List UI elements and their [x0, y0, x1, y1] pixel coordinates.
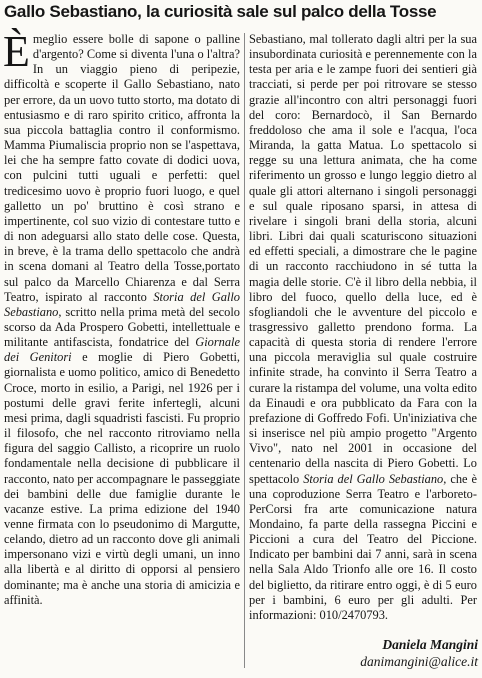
byline: [360, 636, 478, 670]
publication-title: Giornale dei Genitori: [4, 335, 240, 365]
text-run: meglio essere bolle di sapone o palline d'argento? Come si diventa l'una o l'altra? In un viaggio pieno di peripezie, difficoltà e scoperte il Gallo Sebastiano, nato per errore, da un uovo tutto storto, ma dotato di entusiasmo e di raro spirito critico, affronta la sua piccola battaglia contro il conformismo. Mamma Piumaliscia proprio non se l'aspettava, lei che ha sempre fatto covate di dodici uova, con pulcini tutti uguali e perfetti: quel tredicesimo uovo è proprio fuori luogo, e quel galletto un po' bruttino è così strano e impertinente, col suo vizio di contestare tutto e di non adeguarsi allo stato delle cose. Questa, in breve, è la trama dello spettacolo che andrà in scena domani al Teatro della Tosse,portato sul palco da Marcello Chiarenza e dal Serra Teatro, ispirato al racconto: [4, 32, 240, 304]
text-run: , che è una coproduzione Serra Teatro e l'arboreto- PerCorsi fra arte comunicazione natura Mondaino, fa parte della rassegna Piccini e Piccioni a cura del Teatro del Piccione. Indicato per bambini dai 7 anni, sarà in scena nella Sala Aldo Trionfo alle ore 16. Il costo del biglietto, da ritirare entro oggi, è di 5 euro per i bambini, 6 euro per gli adulti. Per informazioni: 010/2470793.: [249, 471, 477, 622]
article-column-right: [249, 32, 477, 623]
article-column-left: [3, 27, 241, 608]
text-run: e moglie di Piero Gobetti, giornalista e uomo politico, amico di Benedetto Croce, morto in esilio, a Parigi, nel 1926 per i postumi delle gravi ferite infertegli, alcuni mesi prima, dagli squadristi fascisti. Fu proprio il filosofo, che nel racconto ritroviamo nella figura del saggio Callisto, a ricoprire un ruolo fondamentale nella decisione di pubblicare il racconto, nato per accompagnare le passeggiate dei bambini delle due famiglie durante le vacanze estive. La prima edizione del 1940 venne firmata con lo pseudonimo di Margutte, celando, dietro ad un racconto dove gli animali impersonano vizi e virtù degli umani, un inno alla libertà e al diritto di opporsi al pensiero dominante; ma è anche una storia di amicizia e affinità.: [4, 350, 240, 607]
author-name: Daniela Mangini: [382, 637, 478, 652]
drop-cap: È: [3, 27, 30, 76]
text-run: Sebastiano, mal tollerato dagli altri per la sua insubordinata curiosità e perennemente con la testa per aria e le zampe fuori dei sentieri già tracciati, si perde per poi ritrovare se stesso grazie all'incontro con altri personaggi fuori del coro: Bernardocò, il San Bernardo freddoloso che ama il sole e l'acqua, l'oca Miranda, la gatta Matua. Lo spettacolo si regge su una lettura animata, che ha come riferimento un grosso e lungo leggio dietro al quale gli attori alternano i singoli personaggi e sul quale riposano sparsi, in attesa di rivelare i singoli brani della storia, alcuni libri. Libri dai quali scaturiscono situazioni ed effetti speciali, a dimostrare che le pagine di un racconto racchiudono in sé tutta la magia delle storie. C'è il libro della nebbia, il libro del fuoco, quello della luce, ed è sfogliandoli che le avventure del piccolo e trasgressivo galletto prendono forma. La capacità di questa storia di rendere l'errore una piccola meraviglia sul quale costruire infinite strade, ha convinto il Serra Teatro a curare la ristampa del volume, una volta edito da Einaudi e ora pubblicato da Fara con la prefazione di Goffredo Fofi. Un'iniziativa che si inserisce nel più ampio progetto "Argento Vivo", nato nel 2001 in occasione del centenario della nascita di Piero Gobetti. Lo spettacolo: [249, 32, 477, 486]
column-divider: [244, 33, 245, 668]
author-email: danimangini@alice.it: [360, 654, 478, 669]
article-paragraph: [3, 27, 241, 608]
book-title: Storia del Gallo Sebastiano: [4, 289, 241, 319]
article-headline: Gallo Sebastiano, la curiosità sale sul palco della Tosse: [4, 2, 437, 21]
show-title: Storia del Gallo Sebastiano: [303, 471, 444, 486]
text-run: , scritto nella prima metà del secolo scorso da Ada Prospero Gobetti, intellettuale e militante antifascista, fondatrice del: [4, 304, 240, 350]
article-paragraph: [249, 32, 477, 623]
